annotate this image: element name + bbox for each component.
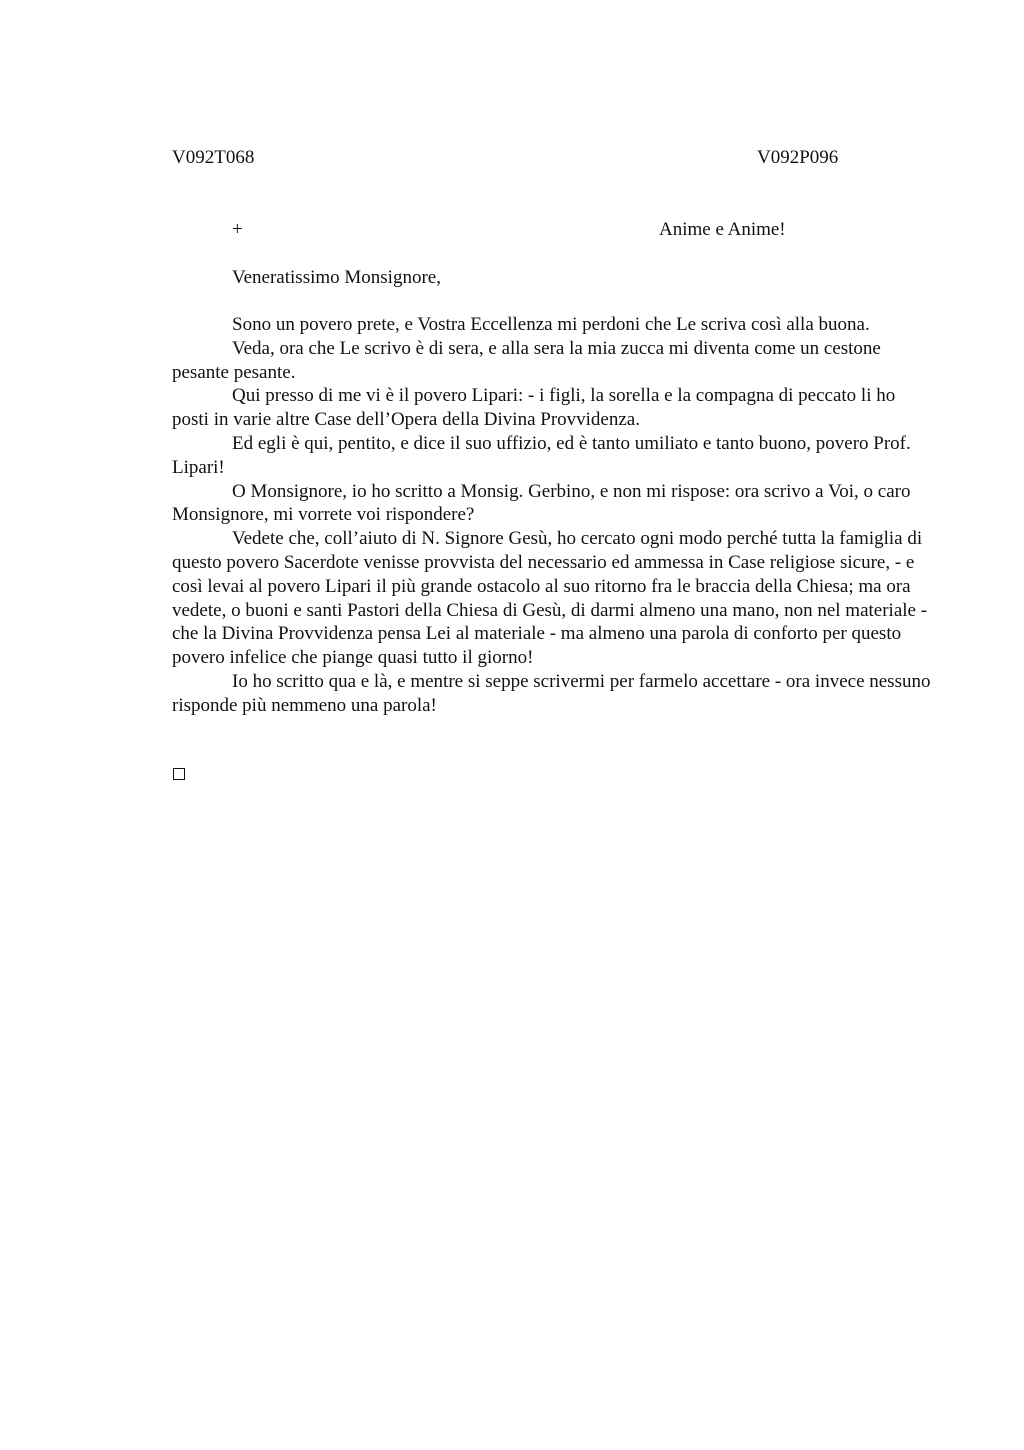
document-code-left: V092T068: [172, 147, 255, 168]
letter-paragraph: O Monsignore, io ho scritto a Monsig. Gerbino, e non mi rispose: ora scrivo a Voi, o caro Monsignore, mi vorrete voi rispondere?: [172, 480, 911, 526]
letter-paragraph: Sono un povero prete, e Vostra Eccellenza mi perdoni che Le scriva così alla buona.: [232, 314, 870, 335]
letter-motto: Anime e Anime!: [659, 219, 786, 240]
letter-paragraph: Vedete che, coll’aiuto di N. Signore Gesù, ho cercato ogni modo perché tutta la famiglia di questo povero Sacerdote venisse provvista del necessario ed ammessa in Case religiose sicure, - e così levai al povero Lipari il più grande ostacolo al suo ritorno fra le braccia della Chiesa; ma ora vedete, o buoni e santi Pastori della Chiesa di Gesù, di darmi almeno una mano, non nel materiale - che la Divina Provvidenza pensa Lei al materiale - ma almeno una parola di conforto per questo povero infelice che piange quasi tutto il giorno!: [172, 528, 928, 669]
letter-paragraph: Veda, ora che Le scrivo è di sera, e alla sera la mia zucca mi diventa come un cestone pesante pesante.: [172, 337, 881, 383]
letter-paragraph: Ed egli è qui, pentito, e dice il suo uffizio, ed è tanto umiliato e tanto buono, povero Prof. Lipari!: [172, 432, 911, 478]
end-box-icon: [173, 768, 185, 780]
letter-paragraph: Io ho scritto qua e là, e mentre si seppe scrivermi per farmelo accettare - ora invece nessuno risponde più nemmeno una parola!: [172, 670, 931, 716]
letter-paragraph: Qui presso di me vi è il povero Lipari: - i figli, la sorella e la compagna di peccato li ho posti in varie altre Case dell’Opera della Divina Provvidenza.: [172, 385, 896, 431]
cross-symbol: +: [232, 219, 243, 240]
letter-body: [172, 313, 932, 718]
document-code-right: V092P096: [757, 147, 839, 168]
letter-salutation: Veneratissimo Monsignore,: [232, 267, 441, 288]
